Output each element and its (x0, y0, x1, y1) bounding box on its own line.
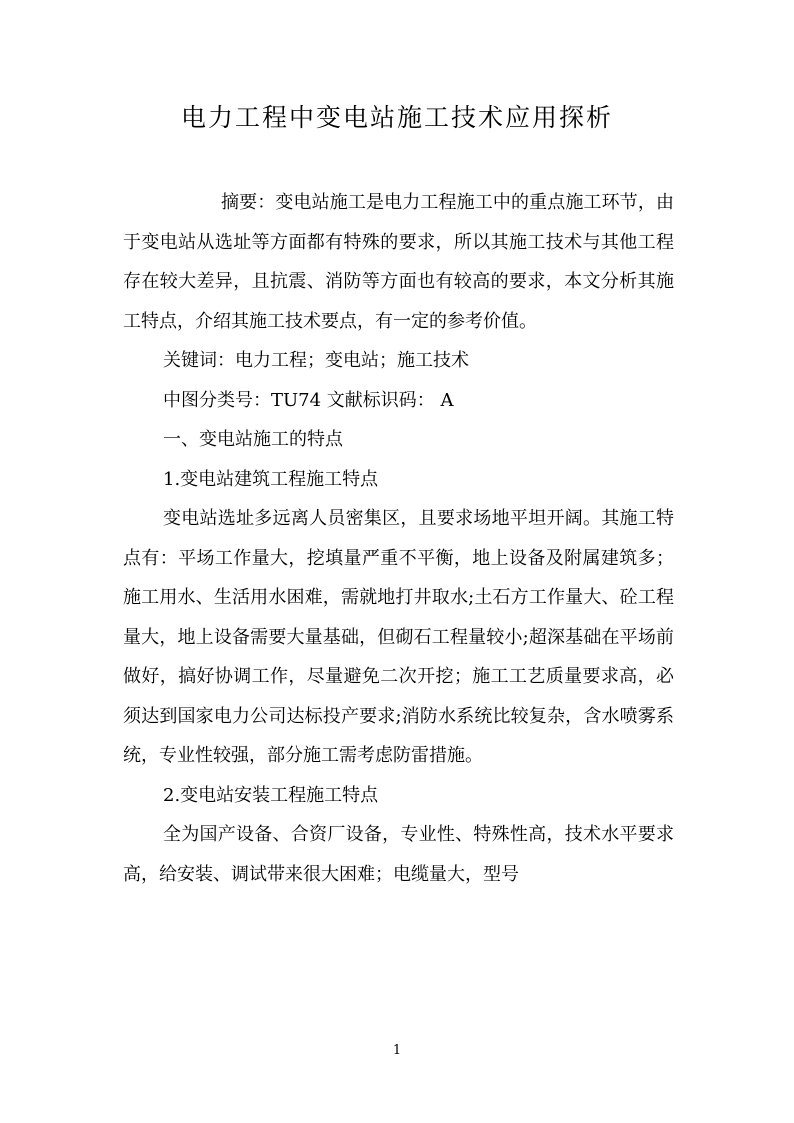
classification-line: 中图分类号：TU74 文献标识码： A (163, 389, 454, 411)
subsection-heading: 2.变电站安装工程施工特点 (163, 784, 379, 806)
document-body (123, 183, 674, 894)
abstract-paragraph: 摘要：变电站施工是电力工程施工中的重点施工环节，由于变电站从选址等方面都有特殊的要求，所以其施工技术与其他工程存在较大差异，且抗震、消防等方面也有较高的要求，本文分析其施工特点，介绍其施工技术要点，有一定的参考价值。 (123, 192, 674, 332)
document-title: 电力工程中变电站施工技术应用探析 (180, 103, 613, 132)
body-paragraph: 变电站选址多远离人员密集区，且要求场地平坦开阔。其施工特点有：平场工作量大，挖填量严重不平衡，地上设备及附属建筑多；施工用水、生活用水困难，需就地打井取水;土石方工作量大、砼工程量大，地上设备需要大量基础，但砌石工程量较小;超深基础在平场前做好，搞好协调工作，尽量避免二次开挖；施工工艺质量要求高，必须达到国家电力公司达标投产要求;消防水系统比较复杂，含水喷雾系统，专业性较强，部分施工需考虑防雷措施。 (123, 508, 674, 766)
page-number: 1 (392, 1043, 402, 1058)
body-paragraph: 全为国产设备、合资厂设备，专业性、特殊性高，技术水平要求高，给安装、调试带来很大困难；电缆量大，型号 (123, 824, 674, 885)
keywords-line: 关键词：电力工程；变电站；施工技术 (163, 350, 469, 371)
subsection-heading: 1.变电站建筑工程施工特点 (163, 468, 379, 490)
section-heading: 一、变电站施工的特点 (163, 429, 343, 450)
